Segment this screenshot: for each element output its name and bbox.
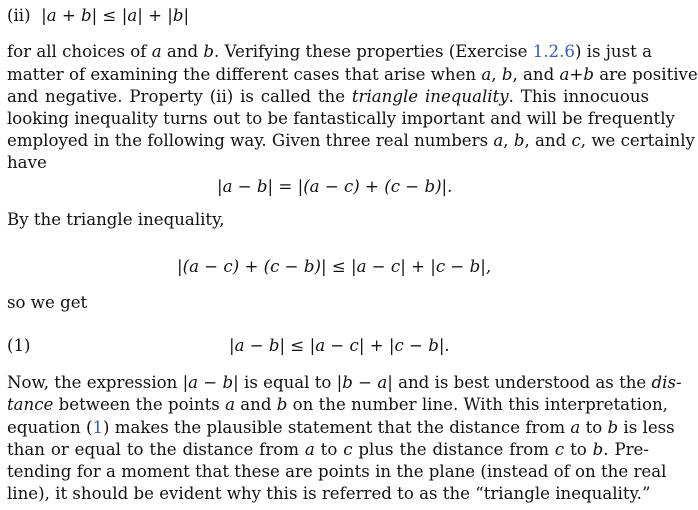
- text-run: tending for a moment that these are points in the plane (instead of on the real: [7, 462, 667, 481]
- text-run: plus the distance from: [352, 440, 555, 459]
- para1-line-6: [7, 153, 47, 172]
- equation-1-formula: |a − b| ≤ |a − c| + |c − b|.: [229, 336, 450, 355]
- text-by-triangle-inequality: By the triangle inequality,: [7, 210, 225, 229]
- text-run: on the number line. With this interpretation,: [287, 395, 668, 414]
- math-or-emphasis-text: b: [501, 65, 513, 84]
- para2-line-5: [7, 462, 667, 481]
- text-run: ) is just a: [574, 42, 652, 61]
- text-run: . Verifying these properties (Exercise: [214, 42, 533, 61]
- text-run: , and: [512, 65, 560, 84]
- para1-line-2: [7, 65, 698, 84]
- equation-number: (1): [7, 336, 31, 355]
- property-ii-formula: |a + b| ≤ |a| + |b|: [41, 6, 190, 25]
- para2-line-2: [7, 395, 668, 414]
- math-or-emphasis-text: |b − a|: [336, 373, 393, 392]
- math-or-emphasis-text: c: [571, 131, 581, 150]
- para2-line-6: [7, 484, 649, 503]
- math-or-emphasis-text: a: [481, 65, 492, 84]
- text-run: equation (: [7, 418, 93, 437]
- text-run: ,: [503, 131, 514, 150]
- text-run: and: [235, 395, 277, 414]
- para1-line-4: [7, 109, 675, 128]
- math-or-emphasis-text: b: [592, 440, 604, 459]
- text-run: and: [161, 42, 204, 61]
- property-ii-label: (ii): [7, 6, 31, 25]
- text-run: to: [564, 440, 593, 459]
- text-run: . Pre-: [603, 440, 649, 459]
- para2-line-1: [7, 373, 682, 392]
- text-run: . This innocuous: [508, 87, 650, 106]
- math-or-emphasis-text: tance: [7, 395, 54, 414]
- text-run: to: [314, 440, 344, 459]
- math-or-emphasis-text: b: [276, 395, 288, 414]
- math-or-emphasis-text: b: [607, 418, 619, 437]
- math-or-emphasis-text: b: [583, 65, 594, 84]
- math-or-emphasis-text: a: [570, 418, 581, 437]
- text-run: and is best understood as the: [392, 373, 652, 392]
- math-or-emphasis-text: a: [559, 65, 570, 84]
- text-run: between the points: [53, 395, 226, 414]
- exercise-1-2-6-link[interactable]: 1.2.6: [532, 42, 575, 61]
- para2-line-3: [7, 418, 675, 437]
- equation-1-link[interactable]: 1: [92, 418, 103, 437]
- math-or-emphasis-text: c: [554, 440, 565, 459]
- para1-line-3: [7, 87, 649, 106]
- math-or-emphasis-text: b: [513, 131, 525, 150]
- text-run: and negative. Property (ii) is called the: [7, 87, 352, 106]
- para2-line-4: [7, 440, 649, 459]
- property-ii: [7, 6, 189, 25]
- text-run: Now, the expression: [7, 373, 183, 392]
- text-run: , and: [524, 131, 572, 150]
- text-run: are positive: [593, 65, 698, 84]
- text-run: matter of examining the different cases that arise when: [7, 65, 482, 84]
- text-run: +: [569, 65, 584, 84]
- display-equation-1: |a − b| = |(a − c) + (c − b)|.: [217, 177, 453, 196]
- text-run: ) makes the plausible statement that the distance from: [103, 418, 571, 437]
- text-run: for all choices of: [7, 42, 152, 61]
- text-run: to: [580, 418, 608, 437]
- math-or-emphasis-text: b: [203, 42, 215, 61]
- para1-line-1: [7, 42, 652, 61]
- math-or-emphasis-text: a: [304, 440, 315, 459]
- text-run: looking inequality turns out to be fantastically important and will be frequently: [7, 109, 675, 128]
- math-or-emphasis-text: a: [493, 131, 504, 150]
- text-so-we-get: so we get: [7, 293, 88, 312]
- text-run: employed in the following way. Given three real numbers: [7, 131, 494, 150]
- para1-line-5: [7, 131, 695, 150]
- text-run: have: [7, 153, 47, 172]
- display-equation-2: |(a − c) + (c − b)| ≤ |a − c| + |c − b|,: [177, 257, 492, 276]
- text-run: , we certainly: [580, 131, 695, 150]
- math-or-emphasis-text: a: [151, 42, 162, 61]
- text-run: is equal to: [238, 373, 337, 392]
- text-run: than or equal to the distance from: [7, 440, 305, 459]
- math-or-emphasis-text: a: [225, 395, 235, 414]
- math-or-emphasis-text: c: [343, 440, 353, 459]
- text-run: ,: [491, 65, 502, 84]
- text-run: line), it should be evident why this is referred to as the “triangle inequality.”: [7, 484, 651, 503]
- math-or-emphasis-text: dis-: [651, 373, 682, 392]
- text-run: is less: [618, 418, 675, 437]
- math-or-emphasis-text: |a − b|: [182, 373, 239, 392]
- term-triangle-inequality: triangle inequality: [351, 87, 509, 106]
